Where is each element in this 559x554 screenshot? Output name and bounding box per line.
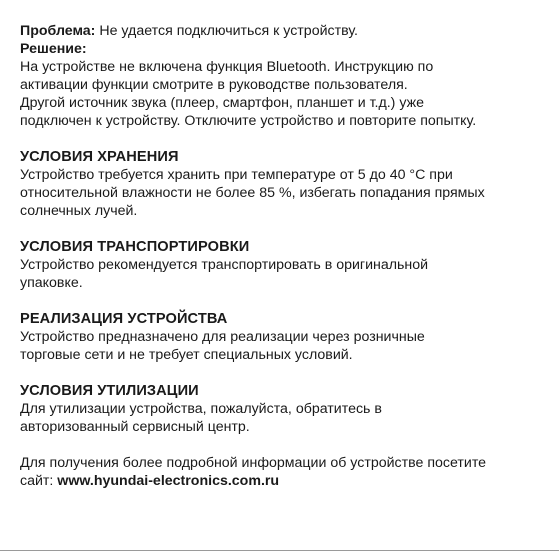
solution-line-1: На устройстве не включена функция Bluetooth. Инструкцию по xyxy=(20,59,434,75)
transport-line-2: упаковке. xyxy=(20,275,83,291)
sale-line-2: торговые сети и не требует специальных условий. xyxy=(20,347,353,363)
site-prefix: сайт: xyxy=(20,473,58,489)
storage-line-3: солнечных лучей. xyxy=(20,203,138,219)
storage-line-2: относительной влажности не более 85 %, избегать попадания прямых xyxy=(20,185,485,201)
disposal-line-1: Для утилизации устройства, пожалуйста, обратитесь в xyxy=(20,401,382,417)
manual-page xyxy=(20,22,550,490)
bottom-divider xyxy=(0,550,559,551)
sale-section xyxy=(20,310,550,364)
storage-line-1: Устройство требуется хранить при температуре от 5 до 40 °C при xyxy=(20,167,453,183)
storage-heading: УСЛОВИЯ ХРАНЕНИЯ xyxy=(20,149,179,165)
more-info-line-1: Для получения более подробной информации об устройстве посетите xyxy=(20,455,487,471)
more-info-section xyxy=(20,454,550,490)
troubleshooting-block xyxy=(20,22,550,130)
transport-heading: УСЛОВИЯ ТРАНСПОРТИРОВКИ xyxy=(20,239,250,255)
disposal-section xyxy=(20,382,550,436)
problem-text: Не удается подключиться к устройству. xyxy=(95,23,358,39)
problem-label: Проблема: xyxy=(20,23,96,39)
storage-section xyxy=(20,148,550,220)
solution-line-2: активации функции смотрите в руководстве пользователя. xyxy=(20,77,408,93)
website-link[interactable]: www.hyundai-electronics.com.ru xyxy=(57,473,280,489)
sale-line-1: Устройство предназначено для реализации через розничные xyxy=(20,329,425,345)
more-info-line-2 xyxy=(20,472,550,490)
disposal-line-2: авторизованный сервисный центр. xyxy=(20,419,250,435)
solution-line-4: подключен к устройству. Отключите устройство и повторите попытку. xyxy=(20,113,477,129)
transport-section xyxy=(20,238,550,292)
disposal-heading: УСЛОВИЯ УТИЛИЗАЦИИ xyxy=(20,383,199,399)
solution-label: Решение: xyxy=(20,41,87,57)
problem-line xyxy=(20,22,550,40)
transport-line-1: Устройство рекомендуется транспортировать в оригинальной xyxy=(20,257,429,273)
solution-line-3: Другой источник звука (плеер, смартфон, планшет и т.д.) уже xyxy=(20,95,424,111)
sale-heading: РЕАЛИЗАЦИЯ УСТРОЙСТВА xyxy=(20,311,228,327)
